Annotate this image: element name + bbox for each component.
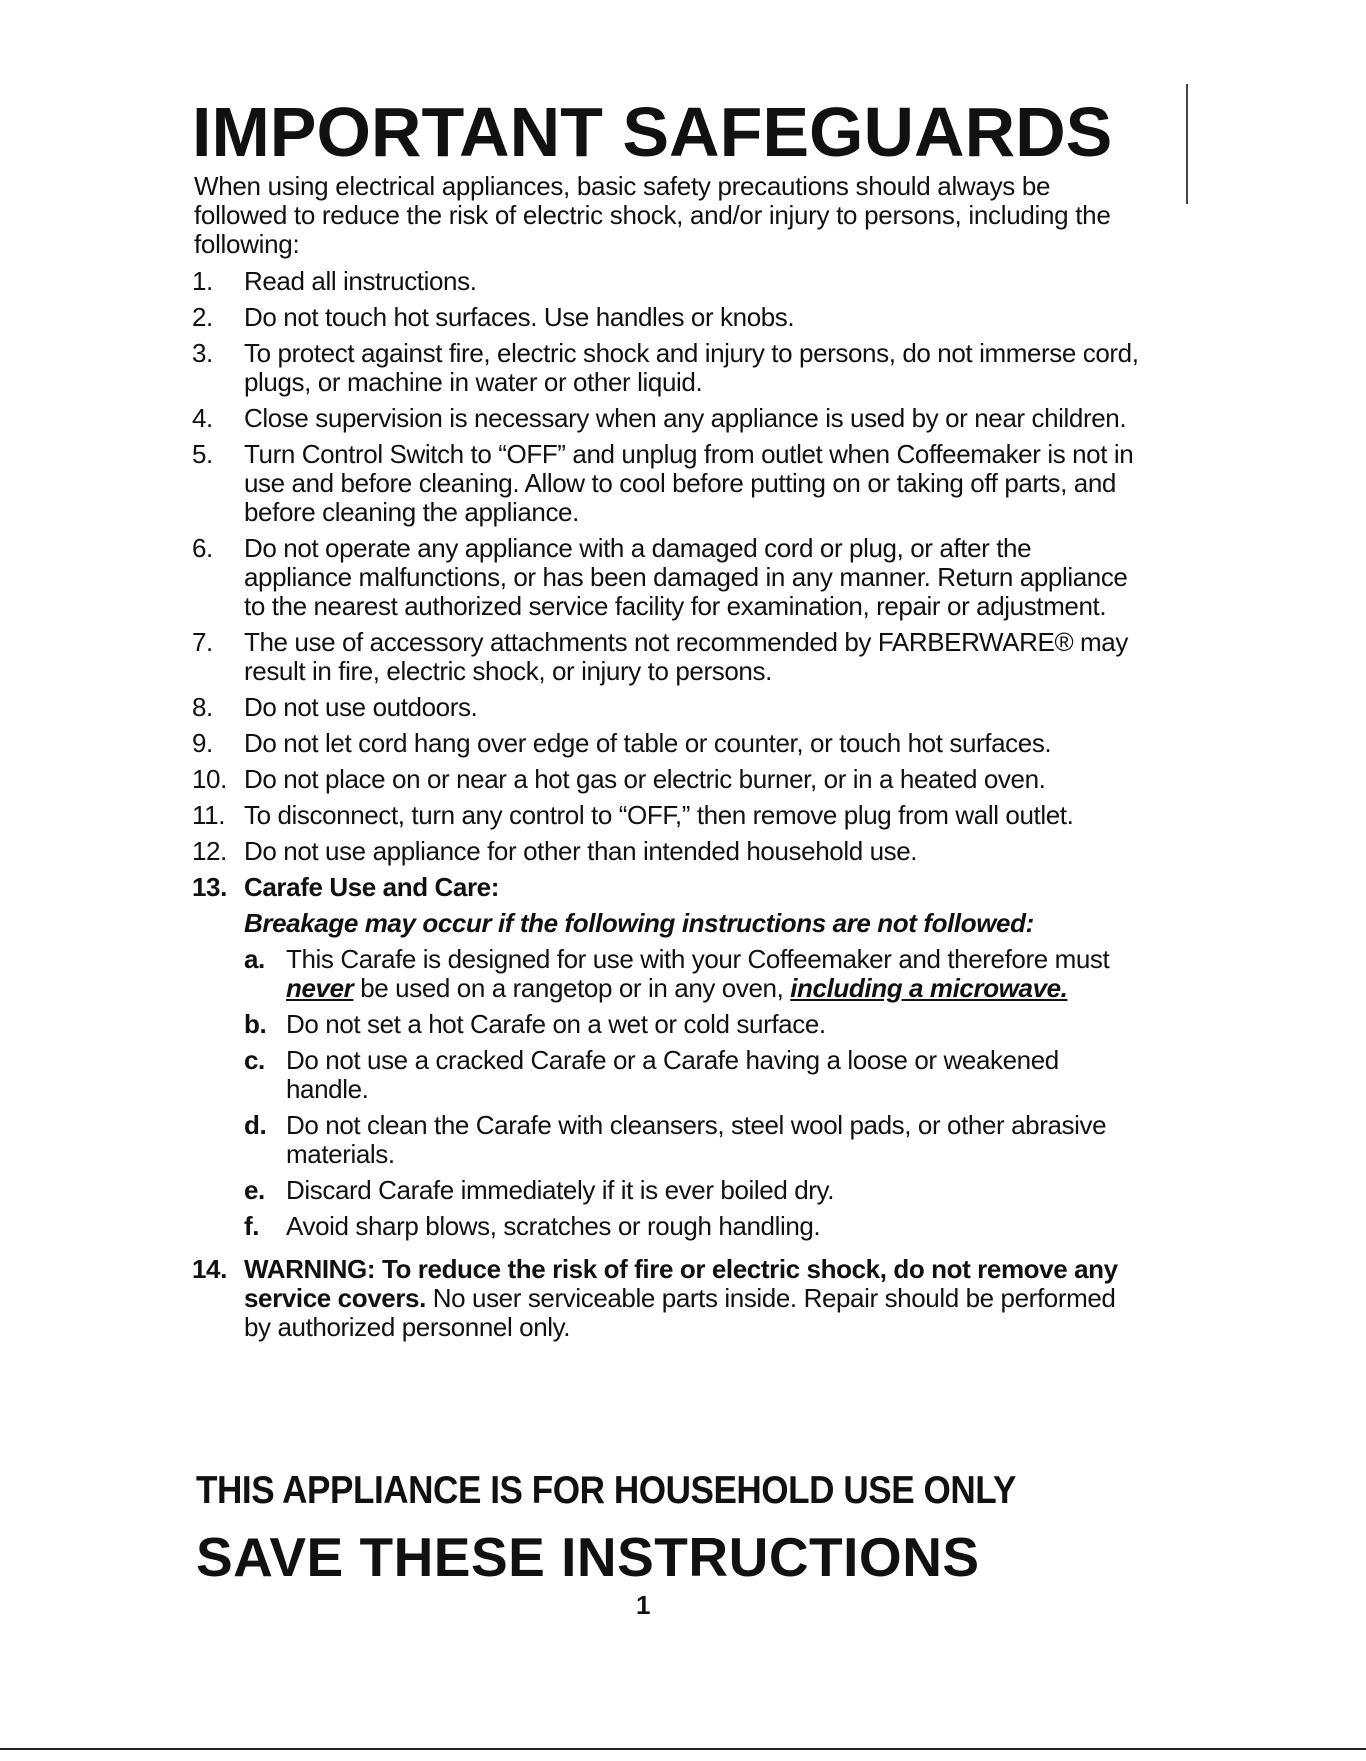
item-text: The use of accessory attachments not recommended by FARBERWARE® may result in fire, electric shock, or injury to persons. [244,627,1128,686]
item-number: 13. [192,872,227,902]
list-item [192,837,1142,866]
item-number: 14. [192,1254,227,1284]
subitem-text: Do not use a cracked Carafe or a Carafe having a loose or weakened handle. [286,1045,1059,1104]
subitem-text: Do not set a hot Carafe on a wet or cold surface. [286,1009,826,1039]
subitem-letter: b. [244,1009,267,1039]
carafe-subitem [244,1010,1142,1039]
breakage-warning: Breakage may occur if the following instructions are not followed: [244,908,1034,938]
item-text: Read all instructions. [244,266,477,296]
list-item [192,729,1142,758]
item-number: 11. [192,800,226,830]
item-text [244,1255,1142,1342]
safeguards-list [192,267,1142,1349]
carafe-subitem [244,1176,1142,1205]
subitem-letter: c. [244,1045,265,1075]
subitem-text: Do not clean the Carafe with cleansers, steel wool pads, or other abrasive materials. [286,1110,1107,1169]
item-text: Do not use outdoors. [244,692,478,722]
item-text: Do not place on or near a hot gas or electric burner, or in a heated oven. [244,764,1046,794]
carafe-heading: Carafe Use and Care: [244,872,499,902]
item-number: 5. [192,439,213,469]
list-item-warning [192,1255,1142,1342]
item-number: 7. [192,627,213,657]
list-item [192,628,1142,686]
item-number: 8. [192,692,213,722]
item-number: 1. [192,266,213,296]
list-item-carafe [192,873,1142,1248]
list-item [192,534,1142,621]
list-item [192,801,1142,830]
subitem-text: Discard Carafe immediately if it is ever boiled dry. [286,1175,835,1205]
list-item [192,267,1142,296]
subitem-text: Avoid sharp blows, scratches or rough handling. [286,1211,821,1241]
page-number: 1 [636,1590,651,1620]
warning-rest-text: No user serviceable parts inside. Repair should be performed by authorized personnel only. [244,1283,1116,1342]
item-number: 12. [192,836,227,866]
item-text: To disconnect, turn any control to “OFF,” then remove plug from wall outlet. [244,800,1074,830]
carafe-section [244,873,1142,1248]
save-instructions-heading: SAVE THESE INSTRUCTIONS [196,1526,980,1588]
never-emphasis: never [286,973,354,1003]
subitem-text [286,945,1142,1003]
subitem-text-part: This Carafe is designed for use with your Coffeemaker and therefore must [286,944,1110,974]
item-number: 9. [192,728,213,758]
item-text: Turn Control Switch to “OFF” and unplug from outlet when Coffeemaker is not in use and before cleaning. Allow to cool before putting on or taking off parts, and before cleaning the appliance. [244,439,1134,527]
item-number: 2. [192,302,213,332]
item-number: 6. [192,533,213,563]
scan-edge-line [1186,84,1188,204]
warning-bold-text: WARNING: To reduce the risk of fire or electric shock, do not remove any service covers. [244,1254,1118,1313]
carafe-subitem [244,945,1142,1003]
including-microwave-emphasis: including a microwave. [790,973,1068,1003]
list-item [192,339,1142,397]
item-text: Do not let cord hang over edge of table or counter, or touch hot surfaces. [244,728,1052,758]
carafe-subitem [244,1111,1142,1169]
list-item [192,765,1142,794]
subitem-letter: a. [244,944,265,974]
list-item [192,404,1142,433]
intro-paragraph: When using electrical appliances, basic safety precautions should always be followed to reduce the risk of electric shock, and/or injury to persons, including the following: [194,171,1111,259]
subitem-letter: e. [244,1175,265,1205]
page-title: IMPORTANT SAFEGUARDS [192,93,1113,171]
list-item [192,693,1142,722]
list-item [192,440,1142,527]
bottom-rule [0,1748,1366,1750]
carafe-subitem [244,1212,1142,1241]
item-number: 10. [192,764,227,794]
carafe-subitem [244,1046,1142,1104]
item-number: 3. [192,338,213,368]
subitem-letter: f. [244,1211,260,1241]
item-text: Close supervision is necessary when any appliance is used by or near children. [244,403,1127,433]
item-text: Do not use appliance for other than intended household use. [244,836,918,866]
item-text: To protect against fire, electric shock and injury to persons, do not immerse cord, plugs, or machine in water or other liquid. [244,338,1139,397]
list-item [192,303,1142,332]
item-text: Do not touch hot surfaces. Use handles or knobs. [244,302,795,332]
subitem-letter: d. [244,1110,267,1140]
household-use-notice: THIS APPLIANCE IS FOR HOUSEHOLD USE ONLY [196,1469,1016,1512]
item-number: 4. [192,403,213,433]
item-text: Do not operate any appliance with a damaged cord or plug, or after the appliance malfunctions, or has been damaged in any manner. Return appliance to the nearest authorized service facility for examination, repair or adjustment. [244,533,1128,621]
subitem-text-part: be used on a rangetop or in any oven, [353,973,791,1003]
